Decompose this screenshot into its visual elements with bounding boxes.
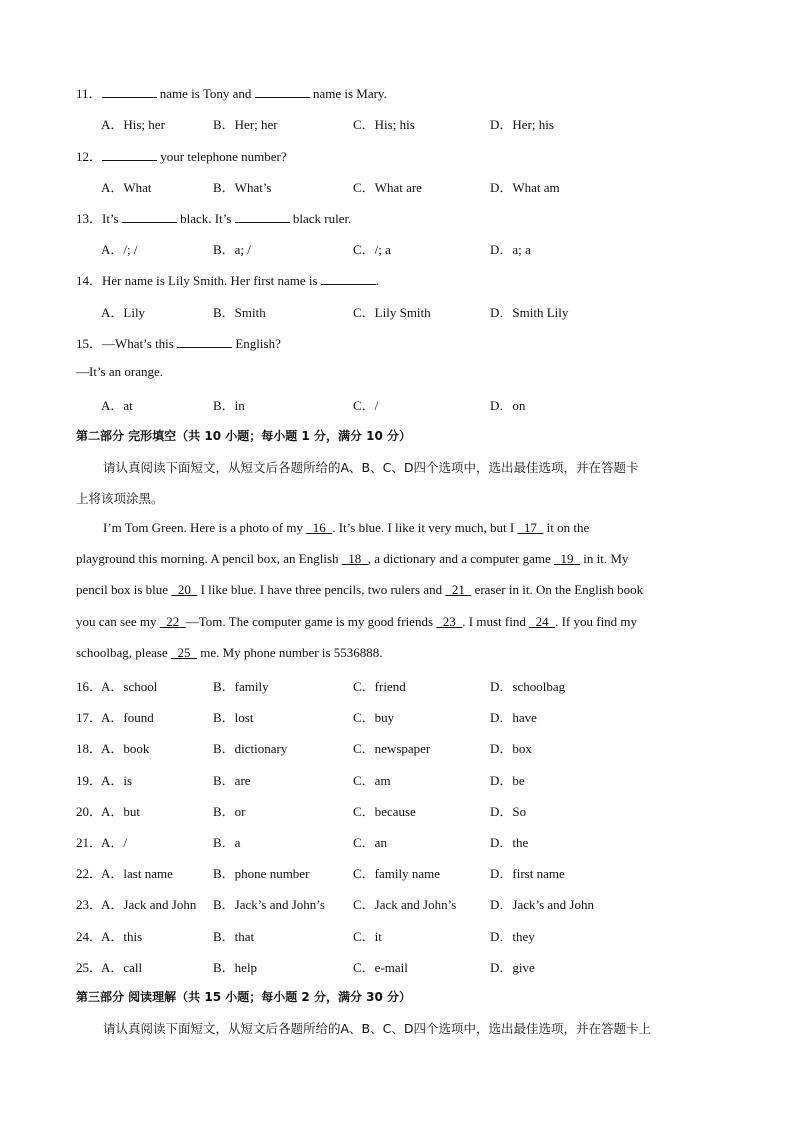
option-b: B．Her; her bbox=[213, 117, 278, 132]
question-number: 12． bbox=[76, 149, 103, 164]
answer-blank bbox=[122, 210, 177, 223]
option-b: B．a bbox=[213, 835, 241, 850]
cloze-blank bbox=[554, 551, 580, 566]
passage-line bbox=[76, 645, 720, 661]
option-b: B．Jack’s and John’s bbox=[213, 897, 325, 912]
answer-blank bbox=[255, 85, 310, 98]
option-c: C．buy bbox=[353, 710, 395, 725]
option-d: D．first name bbox=[490, 866, 565, 881]
section-heading: 第三部分 阅读理解（共 15 小题；每小题 2 分，满分 30 分） bbox=[76, 990, 411, 1004]
blank-number: 24 bbox=[535, 614, 549, 629]
option-c: C．it bbox=[353, 929, 382, 944]
blank-number: 16 bbox=[312, 520, 326, 535]
section-instruction: 请认真阅读下面短文，从短文后各题所给的A、B、C、D四个选项中，选出最佳选项，并在答题卡上 bbox=[103, 1021, 651, 1036]
option-c: C．Lily Smith bbox=[353, 305, 431, 320]
option-d: D．Her; his bbox=[490, 117, 554, 132]
question-15 bbox=[76, 333, 281, 352]
blank-number: 22 bbox=[166, 614, 180, 629]
passage-text: . It’s blue. I like it very much, but I bbox=[332, 520, 518, 535]
blank-number: 18 bbox=[348, 551, 362, 566]
passage-line bbox=[76, 551, 720, 567]
dialogue-reply: —It’s an orange. bbox=[76, 364, 164, 379]
question-12 bbox=[76, 146, 287, 165]
cloze-blank bbox=[517, 520, 543, 535]
passage-line bbox=[76, 582, 720, 598]
question-14 bbox=[76, 270, 379, 289]
blank-number: 19 bbox=[560, 551, 574, 566]
answer-blank bbox=[235, 210, 290, 223]
question-text: name is Tony and bbox=[156, 86, 255, 101]
question-number: 21． bbox=[76, 835, 103, 850]
option-d: D．Smith Lily bbox=[490, 305, 569, 320]
option-c: C．friend bbox=[353, 679, 406, 694]
passage-line bbox=[76, 614, 720, 630]
cloze-blank bbox=[171, 582, 197, 597]
answer-blank bbox=[321, 272, 376, 285]
option-d: D．give bbox=[490, 960, 535, 975]
option-d: D．box bbox=[490, 741, 532, 756]
option-a: A．found bbox=[101, 710, 154, 725]
cloze-blank bbox=[445, 582, 471, 597]
option-c: C．newspaper bbox=[353, 741, 431, 756]
option-d: D．have bbox=[490, 710, 537, 725]
option-b: B．help bbox=[213, 960, 258, 975]
question-number: 11． bbox=[76, 86, 102, 101]
passage-text: schoolbag, please bbox=[76, 645, 171, 660]
passage-text: you can see my bbox=[76, 614, 160, 629]
option-a: A．school bbox=[101, 679, 158, 694]
option-d: D．What am bbox=[490, 180, 560, 195]
question-text: 14．Her name is Lily Smith. Her first name is bbox=[76, 273, 321, 288]
question-11 bbox=[76, 83, 387, 102]
option-d: D．on bbox=[490, 398, 526, 413]
passage-text: . If you find my bbox=[555, 614, 638, 629]
option-a: A．this bbox=[101, 929, 143, 944]
cloze-blank bbox=[436, 614, 462, 629]
answer-blank bbox=[177, 335, 232, 348]
question-number: 22． bbox=[76, 866, 103, 881]
passage-text: it on the bbox=[543, 520, 590, 535]
blank-number: 23 bbox=[442, 614, 456, 629]
option-a: A．/; / bbox=[101, 242, 138, 257]
option-d: D．the bbox=[490, 835, 529, 850]
option-a: A．Lily bbox=[101, 305, 146, 320]
cloze-blank bbox=[160, 614, 186, 629]
option-d: D．a; a bbox=[490, 242, 531, 257]
question-number: 19． bbox=[76, 773, 103, 788]
option-b: B．family bbox=[213, 679, 269, 694]
option-a: A．What bbox=[101, 180, 152, 195]
answer-blank bbox=[102, 148, 157, 161]
question-13 bbox=[76, 208, 351, 227]
option-d: D．be bbox=[490, 773, 525, 788]
option-d: D．So bbox=[490, 804, 527, 819]
question-number: 17． bbox=[76, 710, 103, 725]
option-c: C．What are bbox=[353, 180, 422, 195]
option-b: B．What’s bbox=[213, 180, 272, 195]
question-number: 25． bbox=[76, 960, 103, 975]
passage-text: I’m Tom Green. Here is a photo of my bbox=[103, 520, 307, 535]
option-c: C．e-mail bbox=[353, 960, 408, 975]
passage-text: —Tom. The computer game is my good friends bbox=[185, 614, 437, 629]
passage-text: in it. My bbox=[580, 551, 629, 566]
passage-text: , a dictionary and a computer game bbox=[367, 551, 555, 566]
cloze-blank bbox=[171, 645, 197, 660]
option-d: D．Jack’s and John bbox=[490, 897, 594, 912]
option-a: A．at bbox=[101, 398, 133, 413]
option-a: A．Jack and John bbox=[101, 897, 197, 912]
passage-text: I like blue. I have three pencils, two rulers and bbox=[197, 582, 446, 597]
section-instruction: 请认真阅读下面短文，从短文后各题所给的A、B、C、D四个选项中，选出最佳选项，并在答题卡 bbox=[103, 460, 639, 475]
blank-number: 17 bbox=[523, 520, 537, 535]
passage-text: eraser in it. On the English book bbox=[471, 582, 644, 597]
option-c: C．because bbox=[353, 804, 416, 819]
option-a: A．/ bbox=[101, 835, 128, 850]
option-c: C．am bbox=[353, 773, 391, 788]
section-instruction: 上将该项涂黑。 bbox=[76, 491, 164, 506]
question-text: black. It’s bbox=[176, 211, 235, 226]
question-text: 15．—What’s this bbox=[76, 336, 178, 351]
question-text: name is Mary. bbox=[309, 86, 387, 101]
question-number: 16． bbox=[76, 679, 103, 694]
option-c: C．an bbox=[353, 835, 387, 850]
passage-text: . I must find bbox=[462, 614, 530, 629]
option-c: C．/; a bbox=[353, 242, 391, 257]
option-d: D．they bbox=[490, 929, 535, 944]
question-number: 24． bbox=[76, 929, 103, 944]
option-a: A．His; her bbox=[101, 117, 165, 132]
option-b: B．that bbox=[213, 929, 255, 944]
option-a: A．but bbox=[101, 804, 141, 819]
option-b: B．or bbox=[213, 804, 246, 819]
cloze-blank bbox=[306, 520, 332, 535]
passage-line bbox=[103, 520, 747, 536]
question-text: 13．It’s bbox=[76, 211, 122, 226]
passage-text: pencil box is blue bbox=[76, 582, 172, 597]
option-a: A．last name bbox=[101, 866, 173, 881]
option-b: B．dictionary bbox=[213, 741, 288, 756]
option-b: B．lost bbox=[213, 710, 254, 725]
question-text: black ruler. bbox=[289, 211, 352, 226]
option-c: C．Jack and John’s bbox=[353, 897, 457, 912]
question-number: 23． bbox=[76, 897, 103, 912]
option-a: A．call bbox=[101, 960, 143, 975]
option-c: C．His; his bbox=[353, 117, 415, 132]
option-c: C．family name bbox=[353, 866, 441, 881]
question-text: . bbox=[375, 273, 380, 288]
passage-text: playground this morning. A pencil box, an English bbox=[76, 551, 342, 566]
answer-blank bbox=[102, 85, 157, 98]
blank-number: 25 bbox=[177, 645, 191, 660]
option-b: B．are bbox=[213, 773, 251, 788]
question-text: your telephone number? bbox=[157, 149, 287, 164]
option-a: A．book bbox=[101, 741, 150, 756]
option-b: B．a; / bbox=[213, 242, 251, 257]
option-d: D．schoolbag bbox=[490, 679, 566, 694]
cloze-blank bbox=[529, 614, 555, 629]
section-heading: 第二部分 完形填空（共 10 小题；每小题 1 分，满分 10 分） bbox=[76, 429, 411, 443]
question-number: 20． bbox=[76, 804, 103, 819]
option-c: C．/ bbox=[353, 398, 379, 413]
option-b: B．in bbox=[213, 398, 245, 413]
blank-number: 20 bbox=[177, 582, 191, 597]
cloze-blank bbox=[342, 551, 368, 566]
question-number: 18． bbox=[76, 741, 103, 756]
passage-text: me. My phone number is 5536888. bbox=[196, 645, 383, 660]
question-text: English? bbox=[232, 336, 281, 351]
option-b: B．phone number bbox=[213, 866, 310, 881]
option-a: A．is bbox=[101, 773, 133, 788]
blank-number: 21 bbox=[451, 582, 465, 597]
option-b: B．Smith bbox=[213, 305, 266, 320]
